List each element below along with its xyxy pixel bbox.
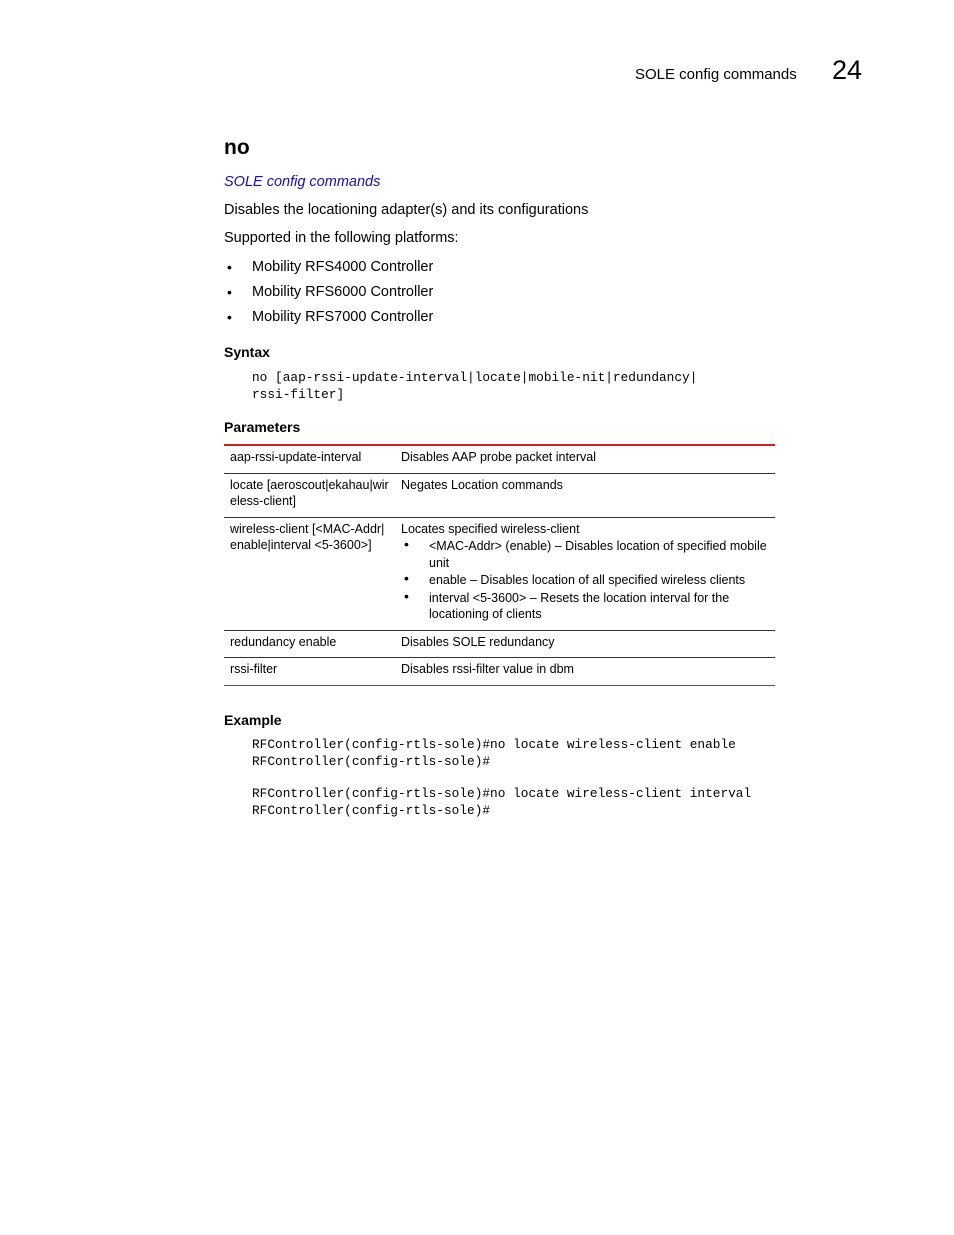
syntax-heading: Syntax <box>224 344 270 360</box>
param-desc: Disables rssi-filter value in dbm <box>401 662 574 676</box>
table-row <box>224 517 775 630</box>
list-item: • enable – Disables location of all specified wireless clients <box>401 572 769 589</box>
chapter-title: SOLE config commands <box>635 66 797 83</box>
param-name: redundancy enable <box>230 634 337 649</box>
chapter-number: 24 <box>832 55 863 85</box>
syntax-code: no [aap-rssi-update-interval|locate|mobile-nit|redundancy| rssi-filter] <box>252 370 698 402</box>
section-link[interactable]: SOLE config commands <box>224 174 381 190</box>
list-item: • <MAC-Addr> (enable) – Disables location of specified mobile unit <box>401 538 769 571</box>
parameters-table <box>224 444 775 686</box>
list-item: • Mobility RFS4000 Controller <box>224 258 433 283</box>
param-desc-cell <box>395 517 775 630</box>
example-heading: Example <box>224 712 282 728</box>
param-name: aap-rssi-update-interval <box>230 450 362 464</box>
param-name: locate [aeroscout|ekahau|wireless-client] <box>230 477 389 508</box>
parameters-heading: Parameters <box>224 419 301 435</box>
list-item: • Mobility RFS6000 Controller <box>224 283 433 308</box>
table-row <box>224 473 775 517</box>
platforms-intro: Supported in the following platforms: <box>224 230 459 246</box>
param-bullet-list <box>401 538 769 623</box>
example-code: RFController(config-rtls-sole)#no locate wireless-client enable RFController(config-rtls-sole)# <box>252 737 736 769</box>
param-desc: Locates specified wireless-client <box>401 521 580 536</box>
param-desc: Disables SOLE redundancy <box>401 634 555 649</box>
list-item: • interval <5-3600> – Resets the location interval for the locationing of clients <box>401 590 769 623</box>
command-description: Disables the locationing adapter(s) and its configurations <box>224 202 589 218</box>
param-name: wireless-client [<MAC-Addr|enable|interval <5-3600>] <box>230 521 385 552</box>
list-item: • Mobility RFS7000 Controller <box>224 308 433 333</box>
param-desc: Negates Location commands <box>401 477 563 492</box>
table-row <box>224 658 775 686</box>
command-title: no <box>224 136 250 159</box>
table-row <box>224 445 775 473</box>
param-name: rssi-filter <box>230 662 278 676</box>
table-row <box>224 630 775 658</box>
param-desc: Disables AAP probe packet interval <box>401 450 597 464</box>
example-code: RFController(config-rtls-sole)#no locate wireless-client interval RFController(config-rtls-sole)# <box>252 786 752 818</box>
platform-list <box>224 258 433 333</box>
